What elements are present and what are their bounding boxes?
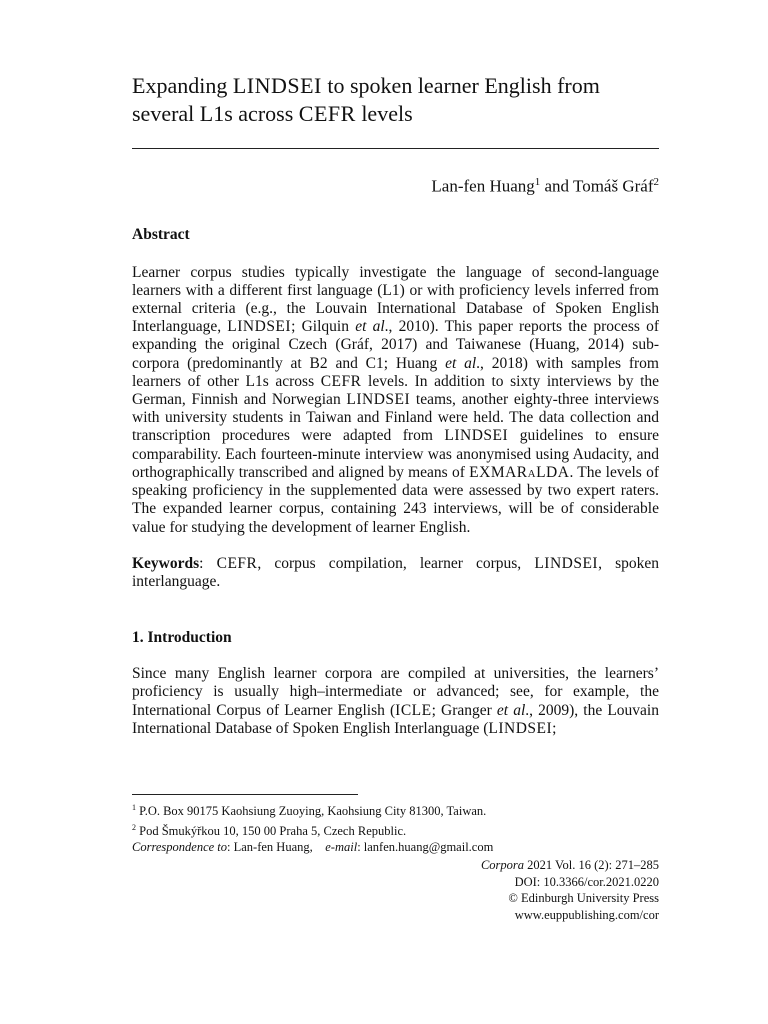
footnote-1 — [132, 800, 659, 820]
footnote-mark: 2 — [132, 822, 136, 832]
author-connector: and — [540, 176, 574, 196]
intro-segment: ., 2009), the Louvain International Database of Spoken English Interlanguage ( — [132, 701, 659, 737]
abstract-segment: ., 2010). This paper reports the process of expanding the original Czech (Gráf, 2017) and Taiwanese (Huang, 2014) sub-corpora (predominantly at B2 and C1; Huang — [132, 318, 660, 372]
author-name: Lan-fen Huang — [431, 176, 535, 196]
abstract-smallcaps: LINDSEI — [444, 427, 509, 445]
footnote-divider — [132, 794, 358, 795]
title-text: to spoken learner English from several L1s across — [132, 73, 600, 126]
author-line — [132, 171, 659, 198]
abstract-text — [132, 264, 659, 537]
keywords-text: , corpus compilation, learner corpus, — [257, 554, 535, 572]
abstract-italic: et al — [355, 318, 385, 336]
intro-italic: et al — [496, 701, 526, 719]
abstract-segment: guidelines to ensure comparability. Each fourteen-minute interview was anonymised using Audacity, and orthographically transcribed and aligned by means of — [132, 427, 659, 481]
paper-title — [132, 72, 659, 128]
abstract-smallcaps: EXMARaLDA — [469, 463, 570, 481]
introduction-text — [132, 665, 659, 738]
intro-segment: Since many English learner corpora are compiled at universities, the learners’ proficiency is usually high–intermediate or advanced; see, for example, the International Corpus of Learner English ( — [132, 665, 659, 719]
footnote-text: Pod Šmukýřkou 10, 150 00 Praha 5, Czech Republic. — [136, 823, 407, 838]
keywords-label: Keywords — [132, 554, 200, 572]
title-cefr: CEFR — [298, 101, 356, 126]
abstract-smallcaps: CEFR — [320, 372, 362, 390]
journal-citation — [481, 857, 659, 874]
abstract-segment: ; Gilquin — [291, 318, 356, 336]
author-affiliation-mark: 1 — [534, 176, 541, 188]
intro-segment: ; Granger — [431, 701, 497, 719]
correspondence-email: : lanfen.huang@gmail.com — [357, 840, 494, 855]
abstract-segment: . The levels of speaking proficiency in the supplemented data were assessed by two expert raters. The expanded learner corpus, containing 243 interviews, will be of considerable value for studying the development of learner English. — [132, 463, 659, 536]
journal-volume: 2021 Vol. 16 (2): 271–285 — [524, 858, 659, 872]
title-text: levels — [355, 101, 413, 126]
correspondence — [132, 839, 659, 856]
abstract-heading: Abstract — [132, 225, 190, 243]
abstract-smallcaps: LINDSEI — [346, 391, 411, 409]
footnote-text: P.O. Box 90175 Kaohsiung Zuoying, Kaohsiung City 81300, Taiwan. — [136, 804, 487, 819]
abstract-italic: et al — [445, 354, 477, 372]
footnotes — [132, 800, 659, 856]
abstract-segment: Learner corpus studies typically investigate the language of second-language learners with a different first language (L1) or with proficiency levels inferred from external criteria (e.g., the Louvain International Database of Spoken English Interlanguage, — [132, 263, 659, 336]
intro-smallcaps: LINDSEI — [488, 719, 553, 737]
email-label: e-mail — [325, 840, 358, 855]
footnote-2 — [132, 820, 659, 840]
correspondence-label: Correspondence to — [132, 840, 228, 855]
abstract-segment: ., 2018) with samples from learners of other L1s across — [132, 354, 659, 390]
intro-smallcaps: ICLE — [395, 701, 432, 719]
footnote-mark: 1 — [132, 803, 136, 812]
keyword-cefr: CEFR — [216, 554, 258, 572]
correspondence-name: : Lan-fen Huang, — [227, 840, 313, 855]
journal-name: Corpora — [480, 858, 525, 872]
paper-page — [132, 72, 659, 738]
abstract-segment: teams, another eighty-three interviews with university students in Taiwan and Finland were held. The data collection and transcription procedures were adapted from — [132, 391, 659, 445]
journal-website: www.euppublishing.com/cor — [514, 907, 659, 922]
section-heading-introduction: 1. Introduction — [132, 629, 232, 647]
doi: DOI: 10.3366/cor.2021.0220 — [514, 874, 659, 889]
keywords-text: , spoken interlanguage. — [132, 554, 659, 590]
abstract-smallcaps: LINDSEI — [227, 318, 292, 336]
title-divider — [132, 148, 659, 149]
author-affiliation-mark: 2 — [653, 176, 659, 188]
abstract-segment: levels. In addition to sixty interviews by the German, Finnish and Norwegian — [132, 372, 660, 409]
title-text: Expanding — [132, 73, 233, 98]
keyword-lindsei: LINDSEI — [534, 554, 599, 572]
author-name: Tomáš Gráf — [573, 176, 654, 196]
title-lindsei: LINDSEI — [232, 73, 322, 98]
publication-info — [481, 857, 659, 923]
keywords-separator: : — [199, 554, 217, 572]
keywords — [132, 555, 659, 591]
publisher: © Edinburgh University Press — [508, 891, 659, 906]
intro-segment: ; — [552, 719, 557, 737]
